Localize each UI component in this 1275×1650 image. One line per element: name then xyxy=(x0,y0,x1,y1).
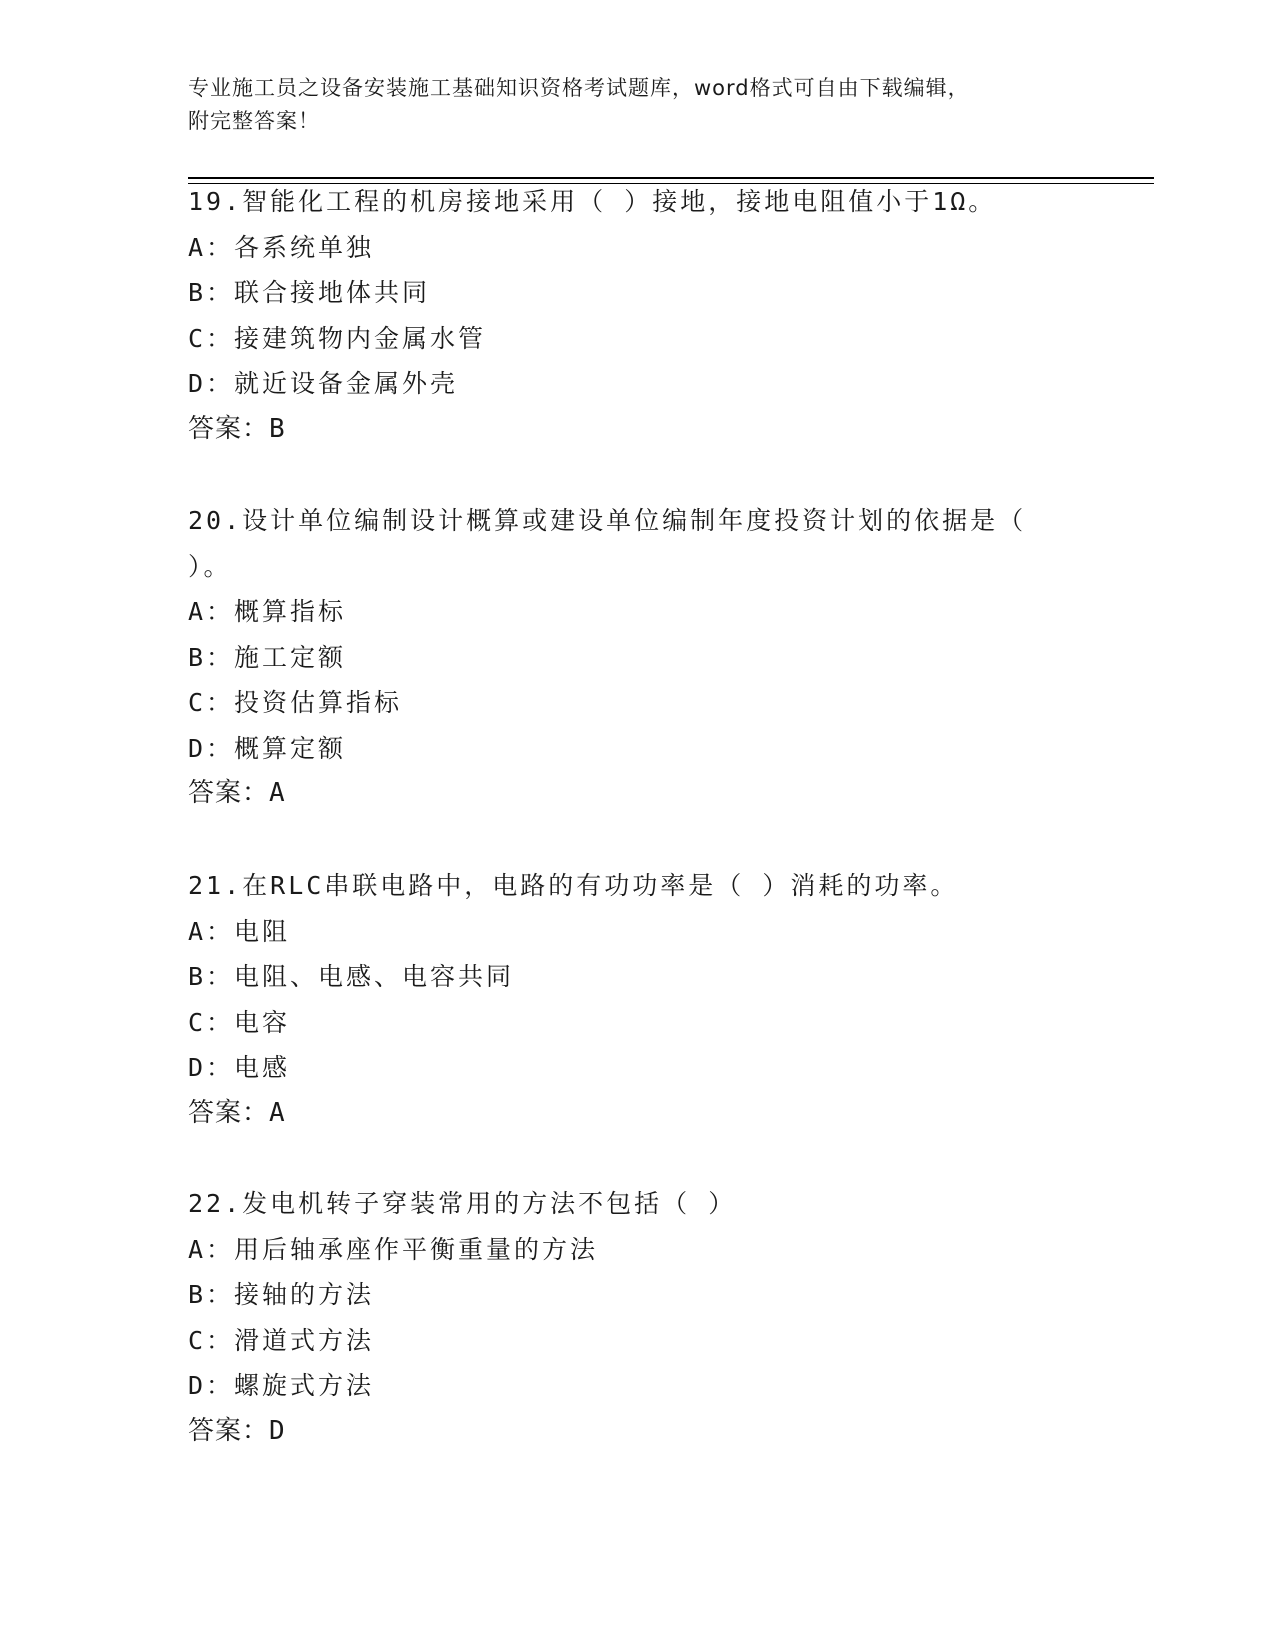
answer-label: 答案： xyxy=(188,1097,270,1128)
question-21 xyxy=(188,863,1088,1136)
answer-label: 答案： xyxy=(188,1415,270,1446)
option-c: C：电容 xyxy=(188,1007,291,1037)
option-a: A：电阻 xyxy=(188,916,291,946)
document-header xyxy=(188,72,1088,138)
question-stem-line-2: ）。 xyxy=(188,551,232,581)
answer-label: 答案： xyxy=(188,778,270,808)
question-stem-line-1: 20.设计单位编制设计概算或建设单位编制年度投资计划的依据是（ xyxy=(188,506,1027,535)
answer xyxy=(188,1091,1088,1137)
answer-value: B xyxy=(269,413,286,444)
question-stem: 21.在RLC串联电路中，电路的有功功率是（ ）消耗的功率。 xyxy=(188,871,959,900)
answer-value: D xyxy=(269,1415,286,1446)
question-stem: 22.发电机转子穿装常用的方法不包括（ ） xyxy=(188,1189,737,1218)
question-stem: 19.智能化工程的机房接地采用（ ）接地，接地电阻值小于1Ω。 xyxy=(188,187,997,216)
option-a: A：各系统单独 xyxy=(188,232,375,262)
option-b: B：施工定额 xyxy=(188,642,347,672)
header-line-1: 专业施工员之设备安装施工基础知识资格考试题库，word格式可自由下载编辑， xyxy=(188,76,970,100)
option-b: B：电阻、电感、电容共同 xyxy=(188,962,515,991)
option-c: C：接建筑物内金属水管 xyxy=(188,323,487,353)
option-b: B：联合接地体共同 xyxy=(188,278,431,307)
question-19 xyxy=(188,179,1088,452)
option-b: B：接轴的方法 xyxy=(188,1280,375,1309)
option-d: D：螺旋式方法 xyxy=(188,1371,375,1400)
answer xyxy=(188,407,1088,453)
option-c: C：滑道式方法 xyxy=(188,1325,375,1355)
option-c: C：投资估算指标 xyxy=(188,688,403,717)
answer-label: 答案： xyxy=(188,413,270,444)
option-a: A：概算指标 xyxy=(188,597,347,626)
question-20 xyxy=(188,498,1088,817)
option-d: D：就近设备金属外壳 xyxy=(188,369,459,398)
option-a: A：用后轴承座作平衡重量的方法 xyxy=(188,1234,599,1264)
question-22 xyxy=(188,1181,1088,1454)
option-d: D：电感 xyxy=(188,1053,291,1082)
answer xyxy=(188,1409,1088,1455)
answer-value: A xyxy=(269,778,286,808)
answer xyxy=(188,771,1088,817)
answer-value: A xyxy=(269,1097,286,1128)
option-d: D：概算定额 xyxy=(188,733,347,763)
header-line-2: 附完整答案！ xyxy=(188,109,320,133)
